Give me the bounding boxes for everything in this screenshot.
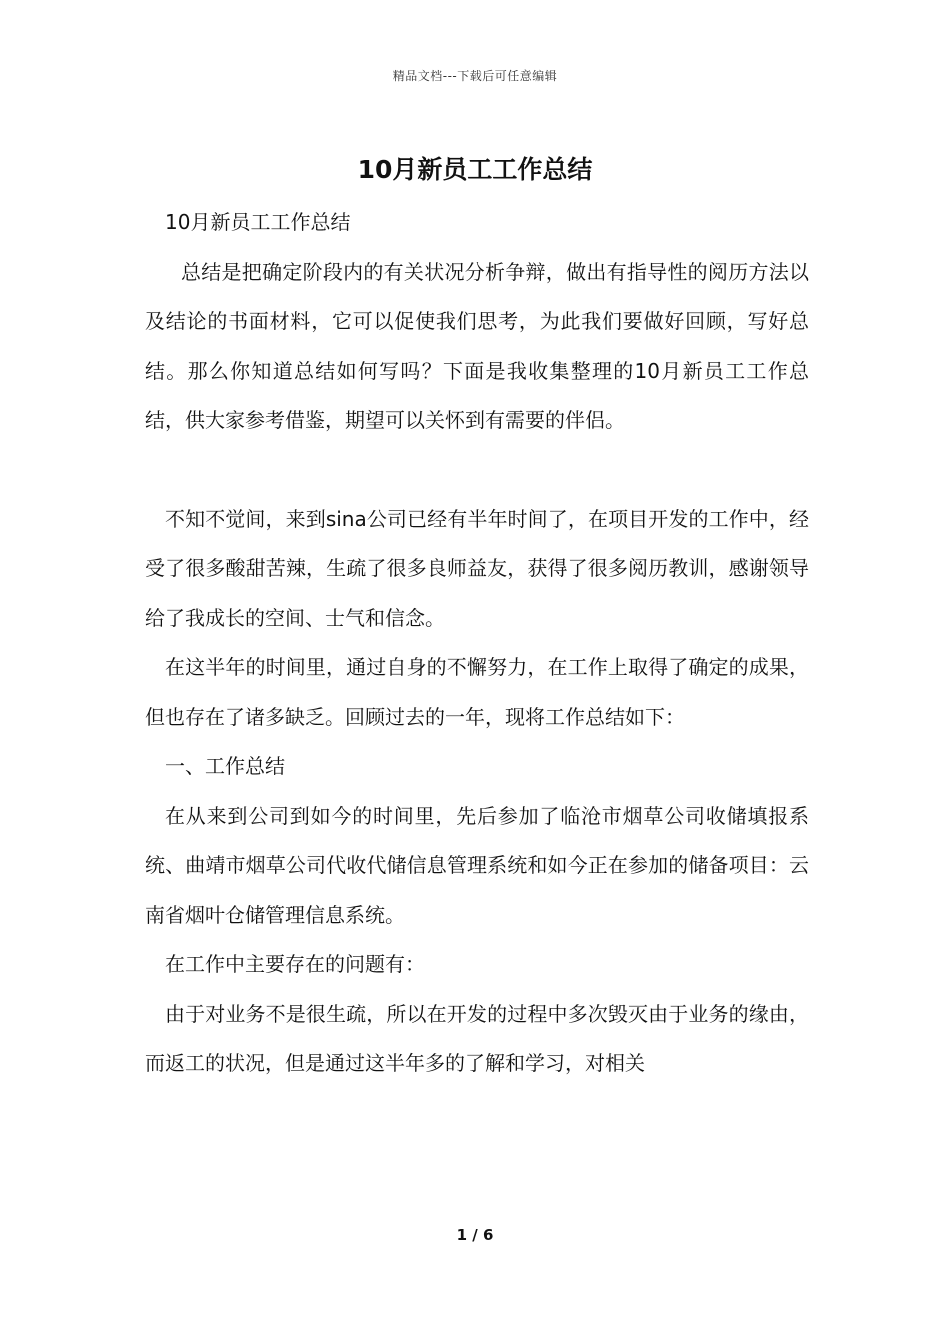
page-number bbox=[0, 1226, 950, 1244]
subtitle-paragraph: 10月新员工工作总结 bbox=[165, 210, 351, 234]
page-current: 1 bbox=[456, 1226, 468, 1244]
body-paragraph: 在工作中主要存在的问题有： bbox=[165, 952, 425, 976]
document-body bbox=[145, 198, 809, 1089]
page-total: 6 bbox=[482, 1226, 494, 1244]
body-paragraph: 在这半年的时间里，通过自身的不懈努力，在工作上取得了确定的成果，但也存在了诸多缺乏。回顾过去的一年，现将工作总结如下： bbox=[145, 655, 809, 729]
section-heading: 一、工作总结 bbox=[165, 754, 285, 778]
paragraph-spacer bbox=[145, 446, 809, 495]
body-paragraph: 在从来到公司到如今的时间里，先后参加了临沧市烟草公司收储填报系统、曲靖市烟草公司代收代储信息管理系统和如今正在参加的储备项目：云南省烟叶仓储管理信息系统。 bbox=[145, 803, 809, 927]
page-header: 精品文档---下载后可任意编辑 bbox=[392, 69, 558, 83]
body-paragraph: 由于对业务不是很生疏，所以在开发的过程中多次毁灭由于业务的缘由，而返工的状况，但是通过这半年多的了解和学习，对相关 bbox=[145, 1001, 809, 1075]
intro-paragraph: 总结是把确定阶段内的有关状况分析争辩，做出有指导性的阅历方法以及结论的书面材料，它可以促使我们思考，为此我们要做好回顾，写好总结。那么你知道总结如何写吗？下面是我收集整理的10月新员工工作总结，供大家参考借鉴，期望可以关怀到有需要的伴侣。 bbox=[145, 259, 809, 432]
body-paragraph: 不知不觉间，来到sina公司已经有半年时间了，在项目开发的工作中，经受了很多酸甜苦辣，生疏了很多良师益友，获得了很多阅历教训，感谢领导给了我成长的空间、士气和信念。 bbox=[145, 506, 809, 630]
page-separator: / bbox=[472, 1226, 478, 1244]
document-title: 10月新员工工作总结 bbox=[357, 155, 593, 184]
